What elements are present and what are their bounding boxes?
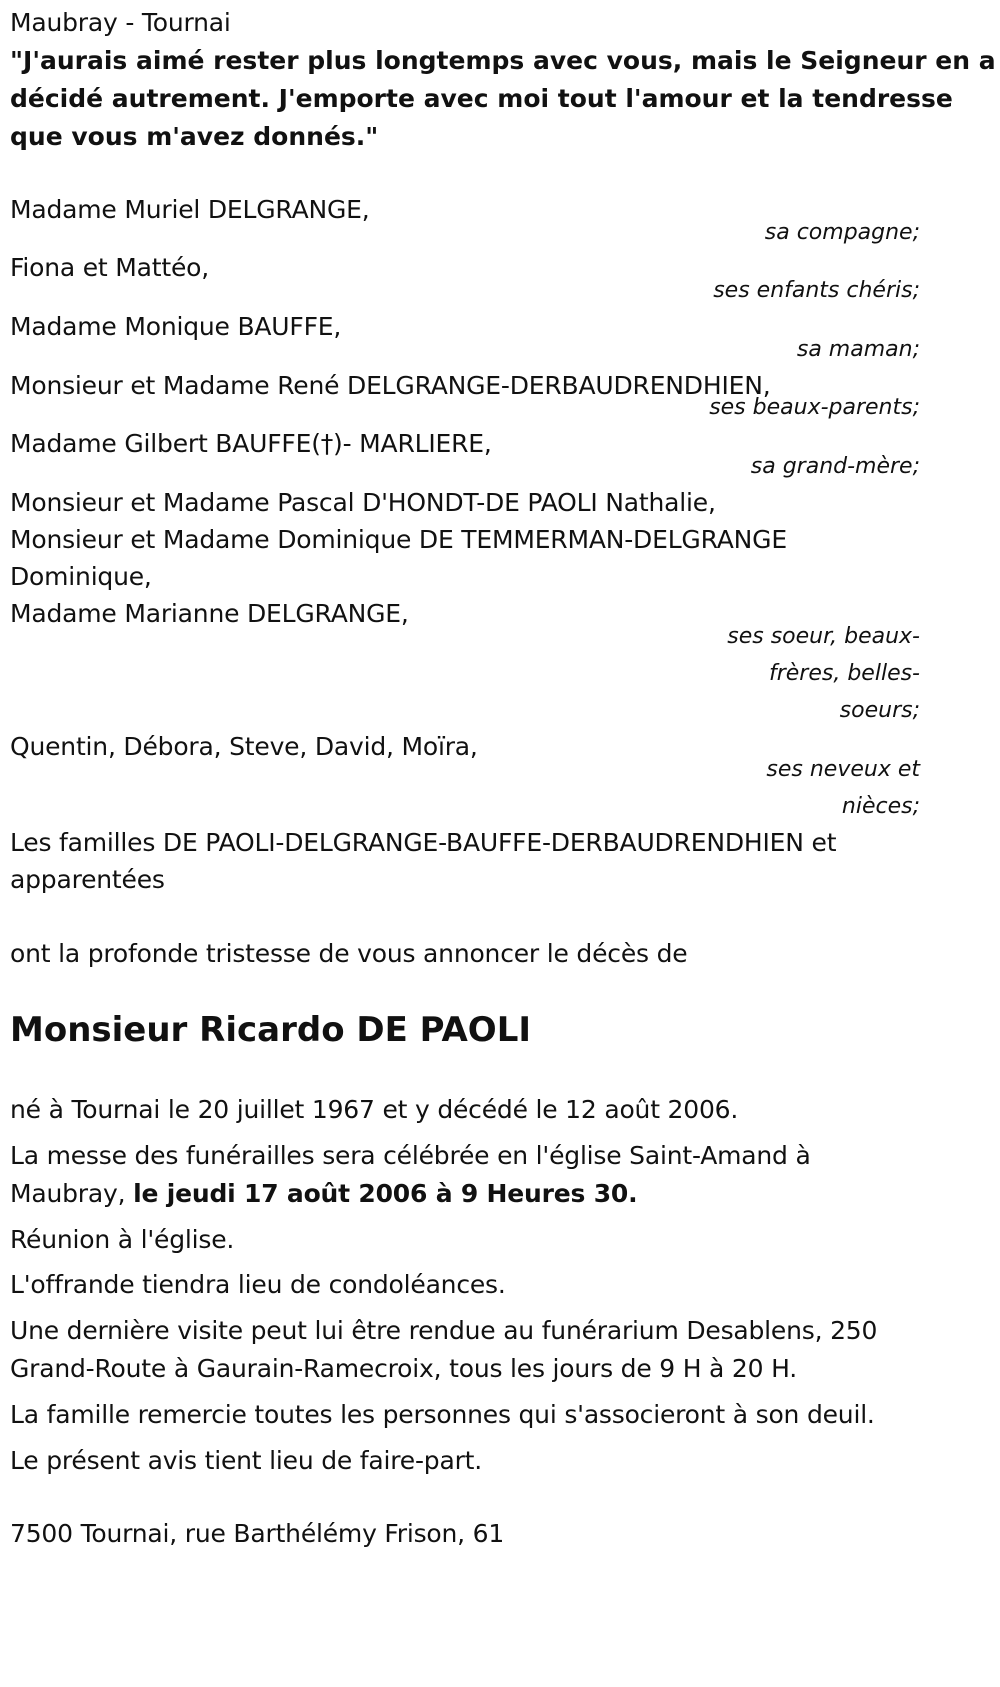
family-member-sibling-2: Monsieur et Madame Dominique DE TEMMERMAN-DELGRANGE	[10, 525, 787, 554]
location-header: Maubray - Tournai	[10, 8, 231, 37]
family-member-nephews: Quentin, Débora, Steve, David, Moïra,	[10, 732, 478, 761]
role-mother: sa maman;	[796, 337, 920, 362]
visit-info-line-2: Grand-Route à Gaurain-Ramecroix, tous les jours de 9 H à 20 H.	[10, 1354, 797, 1383]
birth-death-info: né à Tournai le 20 juillet 1967 et y décédé le 12 août 2006.	[10, 1095, 739, 1124]
family-address: 7500 Tournai, rue Barthélémy Frison, 61	[10, 1519, 505, 1548]
visit-info-line-1: Une dernière visite peut lui être rendue au funérarium Desablens, 250	[10, 1316, 878, 1345]
quote-line-3: que vous m'avez donnés."	[10, 122, 379, 151]
families-line-1: Les familles DE PAOLI-DELGRANGE-BAUFFE-DERBAUDRENDHIEN et	[10, 828, 837, 857]
thanks-info: La famille remercie toutes les personnes qui s'associeront à son deuil.	[10, 1400, 875, 1429]
role-children: ses enfants chéris;	[713, 278, 920, 303]
quote-line-1: "J'aurais aimé rester plus longtemps avec vous, mais le Seigneur en a	[10, 46, 996, 75]
quote-line-2: décidé autrement. J'emporte avec moi tout l'amour et la tendresse	[10, 84, 953, 113]
role-nephews-line-2: nièces;	[841, 794, 920, 819]
role-nephews-line-1: ses neveux et	[766, 757, 920, 782]
notice-info: Le présent avis tient lieu de faire-part.	[10, 1446, 483, 1475]
role-parents-in-law: ses beaux-parents;	[709, 395, 920, 420]
mass-info-line-1: La messe des funérailles sera célébrée en l'église Saint-Amand à	[10, 1141, 811, 1170]
announcement-intro: ont la profonde tristesse de vous annoncer le décès de	[10, 939, 688, 968]
family-member-gilbert: Madame Gilbert BAUFFE(†)- MARLIERE,	[10, 429, 492, 458]
mass-date-time: le jeudi 17 août 2006 à 9 Heures 30.	[133, 1179, 638, 1208]
family-member-sibling-2-cont: Dominique,	[10, 562, 152, 591]
role-siblings-line-3: soeurs;	[839, 698, 920, 723]
family-member-monique: Madame Monique BAUFFE,	[10, 312, 342, 341]
family-member-children: Fiona et Mattéo,	[10, 253, 209, 282]
mass-info-line-2	[10, 1175, 637, 1213]
family-member-sibling-1: Monsieur et Madame Pascal D'HONDT-DE PAOLI Nathalie,	[10, 488, 716, 517]
role-grandmother: sa grand-mère;	[750, 454, 920, 479]
family-member-muriel: Madame Muriel DELGRANGE,	[10, 195, 370, 224]
meeting-info: Réunion à l'église.	[10, 1225, 235, 1254]
role-companion: sa compagne;	[764, 220, 920, 245]
family-member-rene: Monsieur et Madame René DELGRANGE-DERBAUDRENDHIEN,	[10, 371, 771, 400]
role-siblings-line-1: ses soeur, beaux-	[727, 624, 920, 649]
offering-info: L'offrande tiendra lieu de condoléances.	[10, 1270, 506, 1299]
family-member-sibling-3: Madame Marianne DELGRANGE,	[10, 599, 409, 628]
role-siblings-line-2: frères, belles-	[768, 661, 920, 686]
families-line-2: apparentées	[10, 865, 165, 894]
deceased-name: Monsieur Ricardo DE PAOLI	[10, 1010, 532, 1050]
mass-location: Maubray,	[10, 1179, 134, 1208]
